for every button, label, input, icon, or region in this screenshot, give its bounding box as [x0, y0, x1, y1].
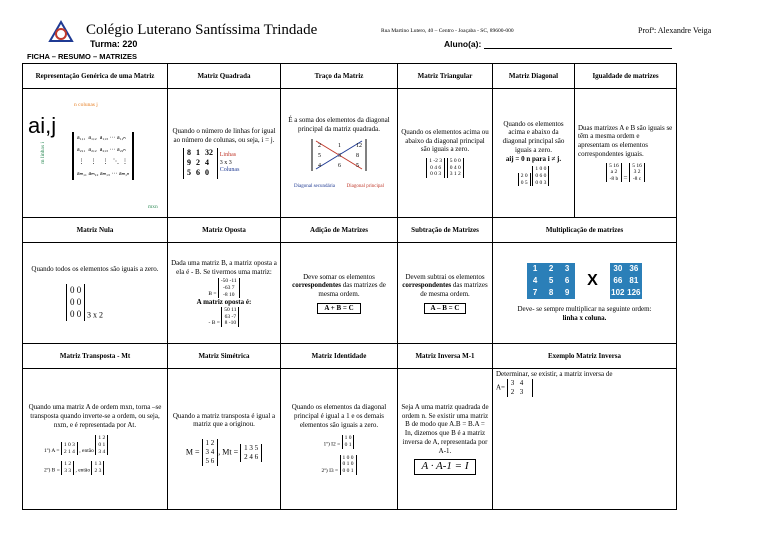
header-identidade: Matriz Identidade	[281, 344, 398, 369]
professor-name: Profª: Alexandre Veiga	[638, 26, 712, 35]
subtracao-text1: Devem subtrai os elementos	[405, 272, 485, 281]
svg-text:8: 8	[356, 152, 359, 159]
header-adicao: Adição de Matrizes	[281, 218, 398, 243]
identidade-i3-label: 2º) I3 =	[321, 468, 339, 475]
svg-text:5: 5	[318, 152, 321, 159]
inversa-text: Seja A uma matriz quadrada de ordem n. Se existir uma matriz B de modo que A.B = B.A = In, dizemos que B é a matriz inversa de A, representada por A-1.	[401, 402, 489, 455]
simetrica-m: 1 2 3 4 5 6	[202, 439, 219, 466]
cell-igualdade: Duas matrizes A e B são iguais se têm a mesma ordem e apresentam os elementos correspondentes iguais. 5 16 a 2 -8 b = 5 16 3 2 -8 c	[575, 89, 677, 218]
nula-matrix: 0 0 0 0 0 0	[66, 284, 85, 320]
aluno-label: Aluno(a):	[444, 39, 482, 49]
mult-result-matrix: 30 36 66 81 102 126	[611, 264, 641, 298]
adicao-text1: Deve somar os elementos	[303, 272, 375, 281]
transposta-ex1-at: 1 2 0 1 3 4	[95, 435, 108, 455]
aluno-name-field[interactable]	[484, 48, 672, 49]
transposta-ex2-bt: 1 3 2 3	[91, 461, 104, 474]
cell-multiplicacao	[493, 243, 677, 344]
simetrica-mt: 1 3 5 2 4 6	[240, 444, 262, 462]
cell-identidade	[281, 369, 398, 510]
oposta-mb-label: - B =	[208, 320, 220, 327]
m-linhas-label: m linhas i	[40, 142, 46, 164]
exemplo-matrix: 3 4 2 3	[507, 379, 533, 397]
header-representacao: Representação Genérica de uma Matriz	[23, 64, 168, 89]
transposta-text: Quando uma matriz A de ordem mxn, torna –se transposta quando inverte-se a ordem, ou seja, nxm, e é representada por At.	[28, 403, 162, 429]
cell-traco	[281, 89, 398, 218]
subtracao-text2: das matrizes de mesma ordem.	[420, 281, 488, 298]
svg-text:1: 1	[338, 142, 341, 149]
school-name: Colégio Luterano Santíssima Trindade	[86, 22, 318, 38]
transposta-ex1-a: 1 0 3 2 1 4	[61, 442, 78, 455]
header-nula: Matriz Nula	[23, 218, 168, 243]
header-exemplo-inversa: Exemplo Matriz Inversa	[493, 344, 677, 369]
diagonal-example-1: 2 0 0 5	[518, 173, 531, 186]
school-logo-icon	[48, 20, 74, 44]
header-igualdade: Igualdade de matrizes	[575, 64, 677, 89]
diagonal-rule: aij = 0 n para i ≠ j.	[505, 154, 562, 163]
igualdade-matrix-a: 5 16 a 2 -8 b	[606, 163, 622, 183]
subtracao-formula: A – B = C	[424, 303, 467, 314]
header-multiplicacao: Multiplicação de matrizes	[493, 218, 677, 243]
matrix-summary-table	[22, 63, 677, 510]
cell-representacao	[23, 89, 168, 218]
header-subtracao: Subtração de Matrizes	[398, 218, 493, 243]
quadrada-text: Quando o número de linhas for igual ao número de colunas, ou seja, i = j.	[172, 127, 276, 144]
simetrica-mt-label: Mt =	[222, 447, 239, 457]
mult-order: linha x coluna.	[562, 314, 607, 322]
inversa-formula: A · A-1 = I	[414, 459, 475, 475]
header-inversa: Matriz Inversa M-1	[398, 344, 493, 369]
quadrada-matrix: 8 1 32 9 2 4 5 6 0	[183, 148, 218, 179]
simetrica-m-label: M =	[185, 447, 200, 457]
header-transposta: Matriz Transposta - Mt	[23, 344, 168, 369]
cell-quadrada	[168, 89, 281, 218]
svg-text:12: 12	[356, 142, 362, 149]
header-oposta: Matriz Oposta	[168, 218, 281, 243]
diagonal-text: Quando os elementos acima e abaixo da diagonal principal são iguais a zero.	[502, 119, 565, 154]
size-3x3: 3 x 3	[219, 159, 232, 166]
adicao-text2: das matrizes de mesma ordem.	[318, 281, 386, 298]
cell-oposta	[168, 243, 281, 344]
header-triangular: Matriz Triangular	[398, 64, 493, 89]
adicao-bold: correspondentes	[292, 281, 341, 290]
traco-text: É a soma dos elementos da diagonal principal da matriz quadrada.	[288, 116, 390, 133]
identidade-text: Quando os elementos da diagonal principal é igual a 1 e os demais elementos são iguais a zero.	[291, 403, 387, 429]
igualdade-matrix-b: 5 16 3 2 -8 c	[629, 163, 645, 183]
exemplo-a-label: A=	[496, 383, 506, 392]
cell-adicao	[281, 243, 398, 344]
svg-text:6: 6	[338, 162, 341, 169]
svg-text:5: 5	[356, 162, 359, 169]
header-simetrica: Matriz Simétrica	[168, 344, 281, 369]
cell-nula	[23, 243, 168, 344]
header-diagonal: Matriz Diagonal	[493, 64, 575, 89]
aij-symbol: ai,j	[28, 113, 57, 138]
oposta-b-label: B =	[208, 291, 217, 298]
mult-note: Deve- se sempre multiplicar na seguinte ordem:	[517, 305, 652, 314]
mxn-label: mxn	[148, 204, 158, 210]
diagonal-secundaria-label: Diagonal secundária	[294, 183, 335, 189]
generic-matrix: a₁,₁ a₁,₂ a₁,₃ ··· a₁,ₙ a₂,₁ a₂,₂ a₂,₃ ··· a₂,ₙ ⋮ ⋮ ⋮ ⋱ ⋮ aₘ,₁ aₘ,₂ aₘ,₃ ··· aₘ,ₙ	[72, 132, 134, 180]
igualdade-text: Duas matrizes A e B são iguais se têm a mesma ordem e apresentam os elementos correspondentes iguais.	[578, 123, 673, 158]
cell-diagonal	[493, 89, 575, 218]
cell-simetrica: Quando a matriz transposta é igual a matriz que a originou. M = 1 2 3 4 5 6, Mt = 1 3 5 2 4 6	[168, 369, 281, 510]
mult-left-matrix: 1 2 3 4 5 6 7 8 9	[527, 263, 575, 299]
nula-text: Quando todos os elementos são iguais a zero.	[31, 265, 159, 274]
exemplo-text: Determinar, se existir, a matriz inversa de	[496, 370, 613, 378]
adicao-formula: A + B = C	[317, 303, 360, 314]
lower-triangular-matrix: 5 0 0 0 4 0 3 1 2	[447, 158, 464, 178]
ficha-title: FICHA – RESUMO – MATRIZES	[27, 52, 138, 61]
cell-exemplo-inversa	[493, 369, 677, 510]
upper-triangular-matrix: 1 -2 3 0 4 6 0 0 3	[426, 158, 445, 178]
svg-text:4: 4	[318, 162, 321, 169]
triangular-text: Quando os elementos acima ou abaixo da diagonal principal são iguais a zero.	[401, 127, 489, 154]
diagonal-example-2: 1 0 0 0 6 0 0 0 3	[532, 166, 549, 186]
oposta-label: A matriz oposta é:	[196, 298, 252, 307]
header-traco: Traço da Matriz	[281, 64, 398, 89]
colunas-label: Colunas	[219, 167, 240, 173]
turma-label: Turma: 220	[90, 39, 138, 49]
simetrica-text: Quando a matriz transposta é igual a matriz que a originou.	[172, 411, 276, 429]
n-colunas-label: n colunas j	[74, 102, 98, 108]
subtracao-bold: correspondentes	[402, 281, 452, 290]
oposta-mb-matrix: 50 11 63 -7 8 -10	[221, 307, 239, 327]
transposta-ex2-b: 1 2 3 3	[61, 461, 74, 474]
cell-triangular	[398, 89, 493, 218]
identidade-i2-label: 1º) I2 =	[323, 441, 341, 448]
cell-inversa	[398, 369, 493, 510]
oposta-text: Dada uma matriz B, a matriz oposta a ela é - B. Se tivermos uma matriz:	[171, 258, 277, 276]
mult-x: X	[587, 272, 598, 290]
transposta-ex1-label: 1º) A =	[44, 448, 60, 455]
transposta-ex2-label: 2º) B =	[44, 468, 60, 475]
svg-text:2: 2	[318, 142, 321, 149]
svg-text:3: 3	[338, 152, 341, 159]
nula-size: 3 x 2	[87, 310, 103, 320]
oposta-b-matrix: -50 -11 -63 7 -8 10	[218, 278, 240, 298]
school-address: Rua Martino Lutero, 40 – Centro - Joaçaba - SC, 89600-000	[381, 28, 514, 34]
diagonal-principal-label: Diagonal principal	[346, 183, 384, 189]
traco-diagram	[300, 137, 378, 181]
linhas-label: Linhas	[219, 152, 237, 158]
identidade-i3: 1 0 0 0 1 0 0 0 1	[340, 455, 357, 475]
cell-subtracao	[398, 243, 493, 344]
header-quadrada: Matriz Quadrada	[168, 64, 281, 89]
identidade-i2: 1 0 0 1	[342, 435, 355, 448]
cell-transposta: Quando uma matriz A de ordem mxn, torna –se transposta quando inverte-se a ordem, ou seja, nxm, e é representada por At. 1º) A = 1 0 3 2 1 4 , então 1 2 0 1 3 4 2º) B = 1 2 3 3 , então 1 3 2 3	[23, 369, 168, 510]
